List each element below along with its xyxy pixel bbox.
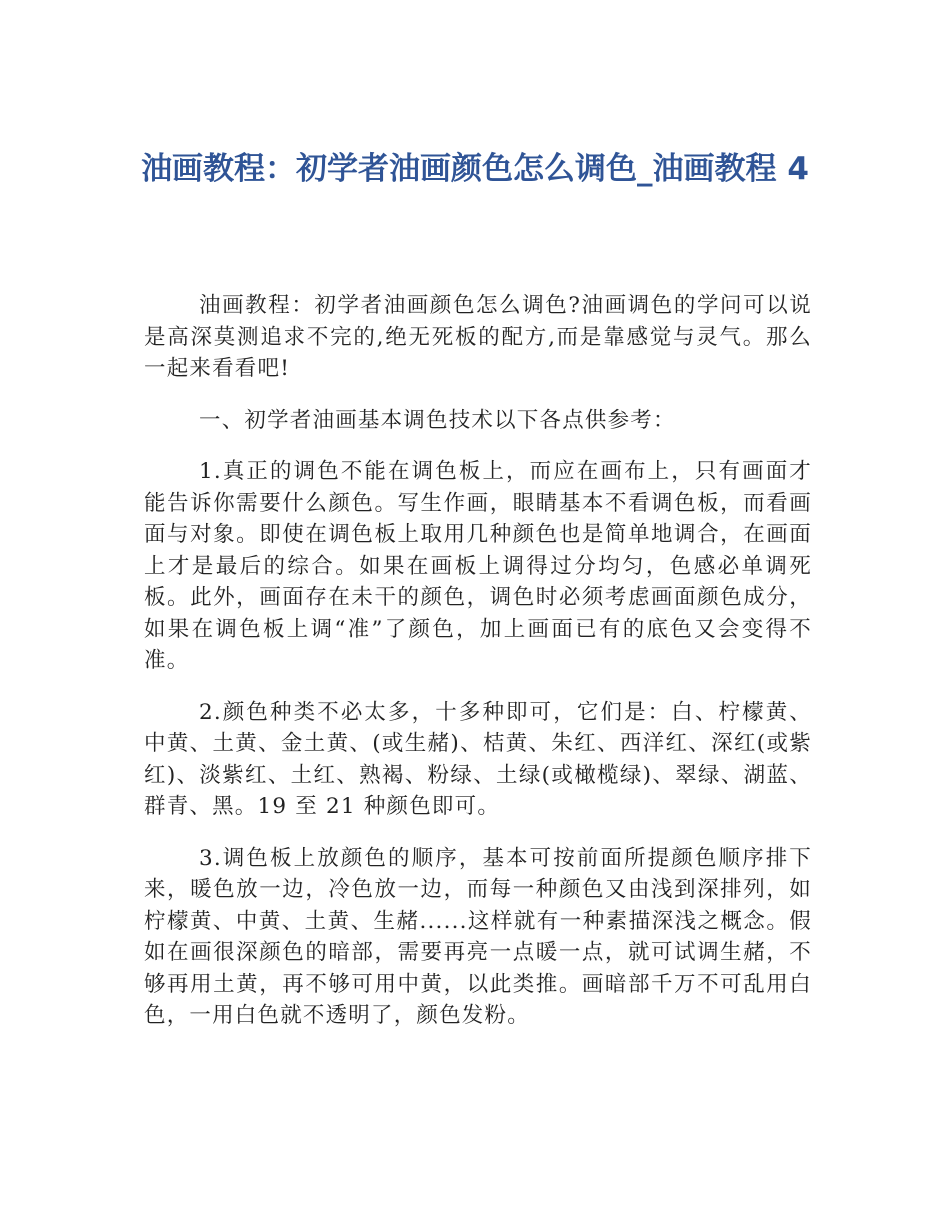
point-3-paragraph: 3.调色板上放颜色的顺序，基本可按前面所提颜色顺序排下来，暖色放一边，冷色放一边，而每一种颜色又由浅到深排列，如柠檬黄、中黄、土黄、生赭......这样就有一种素描深浅之概念。假如在画很深颜色的暗部，需要再亮一点暖一点，就可试调生赭，不够再用土黄，再不够可用中黄，以此类推。画暗部千万不可乱用白色，一用白色就不透明了，颜色发粉。 [144, 845, 812, 1028]
intro-paragraph: 油画教程：初学者油画颜色怎么调色?油画调色的学问可以说是高深莫测追求不完的,绝无死板的配方,而是靠感觉与灵气。那么一起来看看吧! [144, 293, 812, 381]
document-title: 油画教程：初学者油画颜色怎么调色_油画教程 4 [141, 151, 809, 187]
section-heading-paragraph: 一、初学者油画基本调色技术以下各点供参考： [199, 407, 676, 433]
document-body [144, 290, 812, 1052]
point-1-paragraph: 1.真正的调色不能在调色板上，而应在画布上，只有画面才能告诉你需要什么颜色。写生作画，眼睛基本不看调色板，而看画面与对象。即使在调色板上取用几种颜色也是简单地调合，在画面上才是最后的综合。如果在画板上调得过分均匀，色感必单调死板。此外，画面存在未干的颜色，调色时必须考虑画面颜色成分，如果在调色板上调“准”了颜色，加上画面已有的底色又会变得不准。 [144, 459, 812, 673]
point-2-paragraph: 2.颜色种类不必太多，十多种即可，它们是：白、柠檬黄、中黄、土黄、金土黄、(或生赭)、桔黄、朱红、西洋红、深红(或紫红)、淡紫红、土红、熟褐、粉绿、土绿(或橄榄绿)、翠绿、湖蓝、群青、黑。19 至 21 种颜色即可。 [144, 699, 812, 819]
